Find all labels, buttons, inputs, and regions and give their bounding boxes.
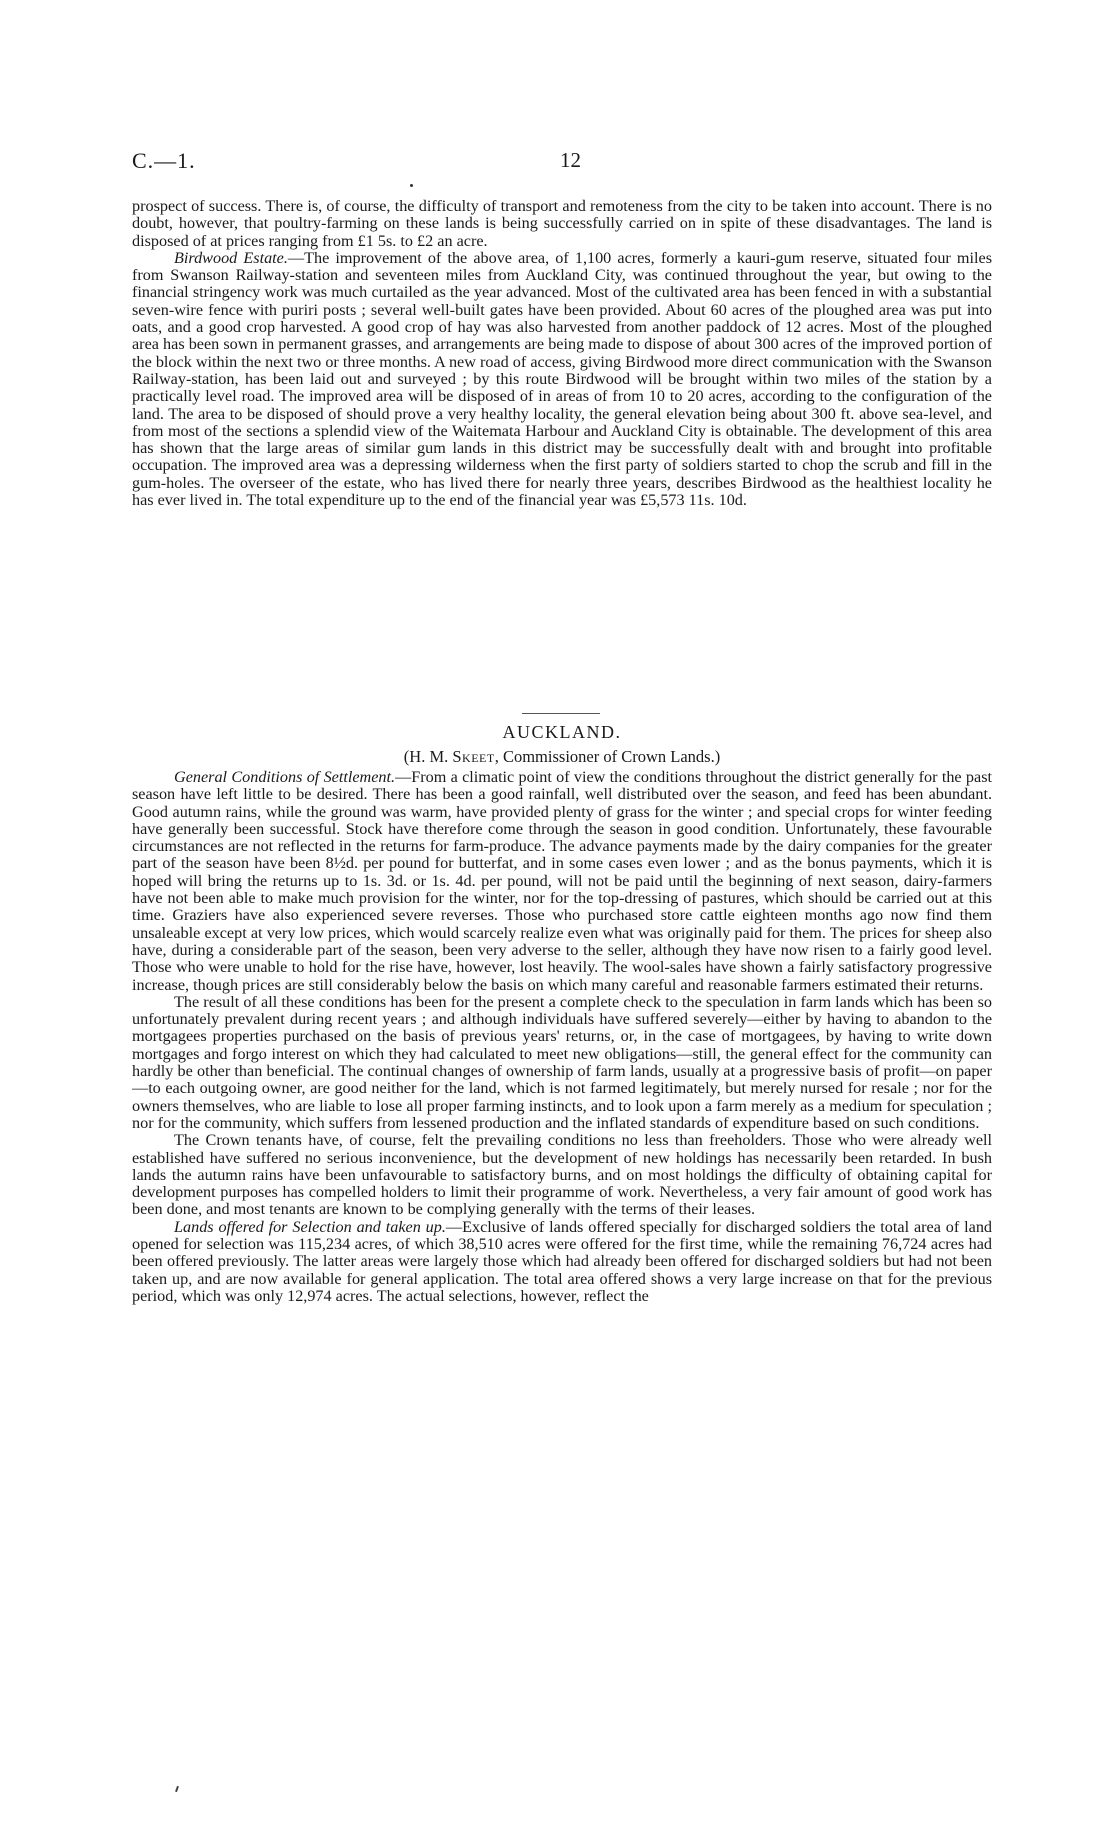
paragraph-birdwood-estate xyxy=(132,250,992,509)
print-mark xyxy=(175,1786,179,1792)
commissioner-name: Skeet xyxy=(452,747,495,766)
paragraph-body-birdwood: —The improvement of the above area, of 1,100 acres, formerly a kauri-gum reserve, situated four miles from Swanson Railway-station and seventeen miles from Auckland City, was continued throughout the year, but owing to the financial stringency work was much curtailed as the year advanced. Most of the cultivated area has been fenced in with a substantial seven-wire fence with puriri posts ; several well-built gates have been provided. About 60 acres of the ploughed area was put into oats, and a good crop harvested. A good crop of hay was also harvested from another paddock of 12 acres. Most of the ploughed area has been sown in permanent grasses, and arrangements are being made to dispose of about 300 acres of the improved portion of the block within the next two or three months. A new road of access, giving Birdwood more direct communication with the Swanson Railway-station, has been laid out and surveyed ; by this route Birdwood will be brought within two miles of the station by a practically level road. The improved area will be disposed of in areas of from 10 to 20 acres, according to the configuration of the land. The area to be disposed of should prove a very healthy locality, the general elevation being about 300 ft. above sea-level, and from most of the sections a splendid view of the Waitemata Harbour and Auckland City is obtainable. The development of this area has shown that the large areas of similar gum lands in this district may be successfully dealt with and brought into profitable occupation. The improved area was a depressing wilderness when the first party of soldiers started to chop the scrub and fill in the gum-holes. The overseer of the estate, who has lived there for nearly three years, describes Birdwood as the healthiest locality he has ever lived in. The total expenditure up to the end of the financial year was £5,573 11s. 10d. xyxy=(132,248,993,510)
subheading-open: (H. M. xyxy=(403,747,453,766)
text-block-auckland xyxy=(132,769,992,1305)
section-heading: AUCKLAND. xyxy=(502,722,622,742)
paragraph-body-general-conditions: —From a climatic point of view the conditions throughout the district generally for the past season have left little to be desired. There has been a good rainfall, well distributed over the season, and feed has been abundant. Good autumn rains, while the ground was warm, have provided plenty of grass for the winter ; and special crops for winter feeding have generally been successful. Stock have therefore come through the season in good condition. Unfortunately, these favourable circumstances are not reflected in the returns for farm-produce. The advance payments made by the dairy companies for the greater part of the season have been 8½d. per pound for butterfat, and in some cases even lower ; and as the bonus payments, which it is hoped will bring the returns up to 1s. 3d. or 1s. 4d. per pound, will not be paid until the beginning of next season, dairy-farmers have not been able to make much provision for the winter, nor for the top-dressing of pastures, which should be carried out at this time. Graziers have also experienced severe reverses. Those who purchased store cattle eighteen months ago now find them unsaleable except at very low prices, which would scarcely realize even what was originally paid for them. The prices for sheep also have, during a considerable part of the season, been very adverse to the seller, although they have now risen to a fairly good level. Those who were unable to hold for the rise have, however, lost heavily. The wool-sales have shown a fairly satisfactory progressive increase, though prices are still considerably below the basis on which many careful and reasonable farmers estimated their returns. xyxy=(132,768,992,994)
print-speck xyxy=(410,184,413,187)
section-subheading xyxy=(132,747,992,767)
paragraph-lead-general-conditions: General Conditions of Settlement. xyxy=(174,768,396,786)
paragraph-lead-lands-offered: Lands offered for Selection and taken up. xyxy=(174,1217,446,1236)
page-number: 12 xyxy=(560,148,581,172)
paragraph-body-lands-offered: —Exclusive of lands offered specially for discharged soldiers the total area of land opened for selection was 115,234 acres, of which 38,510 acres were offered for the first time, while the remaining 76,724 acres had been offered previously. The latter areas were largely those which had already been offered for discharged soldiers but had not been taken up, and are now available for general application. The total area offered shows a very large increase on that for the previous period, which was only 12,974 acres. The actual selections, however, reflect the xyxy=(132,1217,993,1305)
paragraph-speculation: The result of all these conditions has been for the present a complete check to the speculation in farm lands which has been so unfortunately prevalent during recent years ; and although individuals have suffered severely—either by having to abandon to the mortgagees properties purchased on the basis of previous years' returns, or, in the case of mortgagees, by having to write down mortgages and forgo interest on which they had calculated to meet new obligations—still, the general effect for the community can hardly be other than beneficial. The continual changes of ownership of farm lands, usually at a progressive basis of profit—on paper—to each outgoing owner, are good neither for the land, which is not farmed legitimately, but merely nursed for resale ; nor for the owners themselves, who are liable to lose all proper farming instincts, and to look upon a farm merely as a medium for speculation ; nor for the community, which suffers from lessened production and the inflated standards of expenditure based on such conditions. xyxy=(132,992,992,1132)
paragraph-poultry-farming: prospect of success. There is, of course, the difficulty of transport and remoteness from the city to be taken into account. There is no doubt, however, that poultry-farming on these lands is being successfully carried on in spite of these disadvantages. The land is disposed of at prices ranging from £1 5s. to £2 an acre. xyxy=(132,197,992,250)
page-header xyxy=(132,148,992,178)
paragraph-lead-birdwood: Birdwood Estate. xyxy=(174,248,288,267)
subheading-close: , Commissioner of Crown Lands.) xyxy=(494,747,721,766)
section-divider xyxy=(522,713,600,714)
text-block-birdwood xyxy=(132,198,992,509)
paragraph-lands-offered xyxy=(132,1219,992,1305)
document-reference: C.—1. xyxy=(132,148,196,173)
paragraph-general-conditions xyxy=(132,769,992,994)
paragraph-crown-tenants: The Crown tenants have, of course, felt the prevailing conditions no less than freeholders. Those who were already well established have suffered no serious inconvenience, but the development of new holdings has necessarily been retarded. In bush lands the autumn rains have been unfavourable to satisfactory burns, and on most holdings the difficulty of obtaining capital for development purposes has compelled holders to limit their programme of work. Nevertheless, a very fair amount of good work has been done, and most tenants are known to be complying generally with the terms of their leases. xyxy=(132,1131,992,1219)
